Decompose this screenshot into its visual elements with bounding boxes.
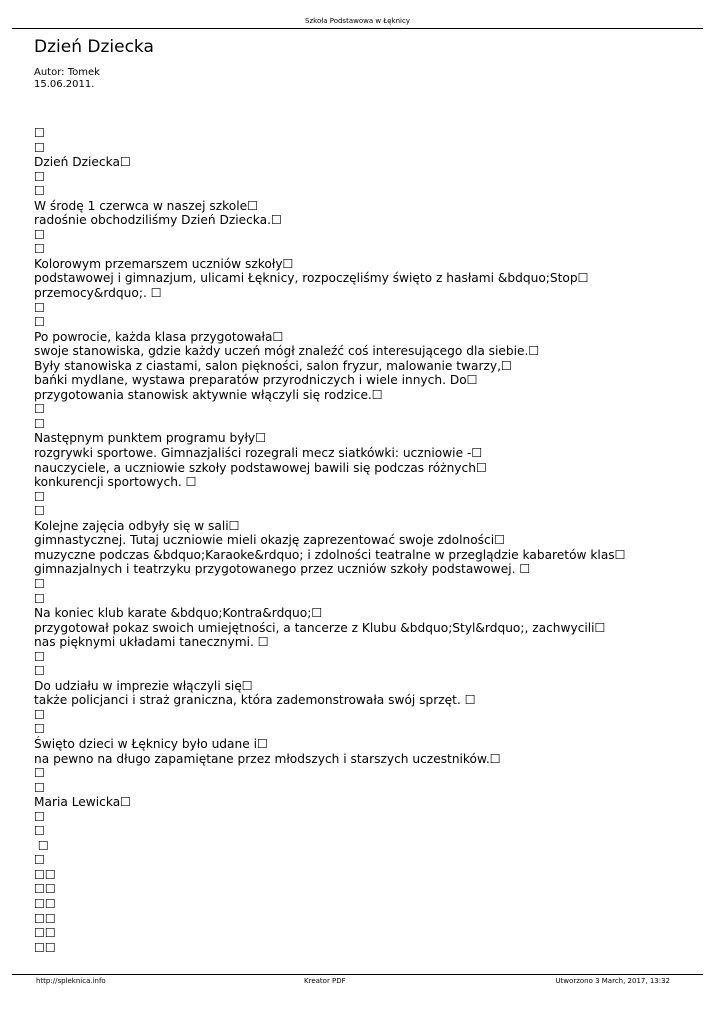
body-line: rozgrywki sportowe. Gimnazjaliści rozegrali mecz siatkówki: uczniowie -☐ (34, 446, 483, 461)
body-line: ☐ (34, 722, 45, 737)
body-line: ☐ (34, 242, 45, 257)
body-line: Na koniec klub karate &bdquo;Kontra&rdquo;☐ (34, 606, 323, 621)
body-line: Po powrocie, każda klasa przygotowała☐ (34, 329, 284, 344)
body-line: ☐ (34, 838, 49, 853)
body-line: przygotował pokaz swoich umiejętności, a tancerze z Klubu &bdquo;Styl&rdquo;, zachwycili☐ (34, 620, 606, 635)
body-line: przemocy&rdquo;. ☐ (34, 286, 162, 301)
body-line: ☐ (34, 504, 45, 519)
body-line: podstawowej i gimnazjum, ulicami Łęknicy, rozpoczęliśmy święto z hasłami &bdquo;Stop☐ (34, 271, 589, 286)
body-line: ☐ (34, 300, 45, 315)
body-line: ☐ (34, 184, 45, 199)
body-line: ☐ (34, 766, 45, 781)
body-line: gimnazjalnych i teatrzyku przygotowanego przez uczniów szkoły podstawowej. ☐ (34, 562, 531, 577)
body-line: ☐ (34, 126, 45, 140)
body-line: Następnym punktem programu były☐ (34, 431, 267, 446)
author-line: Autor: Tomek (34, 67, 100, 78)
body-line: ☐ (34, 227, 45, 242)
body-line: ☐ (34, 591, 45, 606)
body-line: nas pięknymi układami tanecznymi. ☐ (34, 635, 269, 650)
body-line: ☐ (34, 489, 45, 504)
body-line: ☐ (34, 402, 45, 417)
body-line: ☐ (34, 809, 45, 824)
body-line: muzyczne podczas &bdquo;Karaoke&rdquo; i zdolności teatralne w przeglądzie kabaretów klas☐ (34, 547, 626, 562)
body-line: ☐ (34, 416, 45, 431)
body-line: swoje stanowiska, gdzie każdy uczeń mógł znaleźć coś interesującego dla siebie.☐ (34, 344, 540, 359)
body-line: ☐ (34, 649, 45, 664)
body-line: ☐ (34, 315, 45, 330)
body-line: na pewno na długo zapamiętane przez młodszych i starszych uczestników.☐ (34, 751, 501, 766)
article-body (34, 126, 714, 955)
body-line: bańki mydlane, wystawa preparatów przyrodniczych i wiele innych. Do☐ (34, 373, 478, 388)
footer-divider (12, 974, 703, 975)
body-line: ☐☐ (34, 882, 56, 897)
body-line: konkurencji sportowych. ☐ (34, 475, 197, 490)
body-line: ☐☐ (34, 926, 56, 941)
article-meta (34, 67, 100, 91)
footer-generator: Kreator PDF (304, 977, 346, 985)
body-line: ☐ (34, 780, 45, 795)
body-line: ☐☐ (34, 940, 56, 955)
body-line: ☐ (34, 824, 45, 839)
footer-created: Utworzono 3 March, 2017, 13:32 (555, 977, 670, 985)
body-line: radośnie obchodziliśmy Dzień Dziecka.☐ (34, 213, 282, 228)
header-divider (12, 28, 703, 29)
site-header: Szkoła Podstawowa w Łęknicy (305, 17, 410, 25)
article-title: Dzień Dziecka (34, 37, 154, 57)
body-line: ☐☐ (34, 896, 56, 911)
body-line: ☐☐ (34, 911, 56, 926)
body-line: ☐ (34, 707, 45, 722)
body-line: Kolejne zajęcia odbyły się w sali☐ (34, 518, 240, 533)
body-line: Kolorowym przemarszem uczniów szkoły☐ (34, 256, 294, 271)
body-line: W środę 1 czerwca w naszej szkole☐ (34, 198, 259, 213)
body-line: ☐ (34, 169, 45, 184)
body-line: przygotowania stanowisk aktywnie włączyli się rodzice.☐ (34, 387, 383, 402)
footer-url: http://spleknica.info (36, 977, 106, 985)
body-line: ☐ (34, 576, 45, 591)
publish-date: 15.06.2011. (34, 79, 95, 90)
body-line: Maria Lewicka☐ (34, 795, 132, 810)
body-line: także policjanci i straż graniczna, która zademonstrowała swój sprzęt. ☐ (34, 693, 476, 708)
body-line: nauczyciele, a uczniowie szkoły podstawowej bawili się podczas różnych☐ (34, 460, 487, 475)
body-line: gimnastycznej. Tutaj uczniowie mieli okazję zaprezentować swoje zdolności☐ (34, 533, 506, 548)
body-line: Do udziału w imprezie włączyli się☐ (34, 678, 253, 693)
body-line: Były stanowiska z ciastami, salon piękności, salon fryzur, malowanie twarzy,☐ (34, 358, 512, 373)
body-line: Dzień Dziecka☐ (34, 155, 131, 170)
body-line: ☐ (34, 853, 45, 868)
body-line: ☐☐ (34, 867, 56, 882)
page-footer (36, 976, 670, 986)
body-line: ☐ (34, 140, 45, 155)
body-line: Święto dzieci w Łęknicy było udane i☐ (34, 736, 268, 751)
body-line: ☐ (34, 664, 45, 679)
